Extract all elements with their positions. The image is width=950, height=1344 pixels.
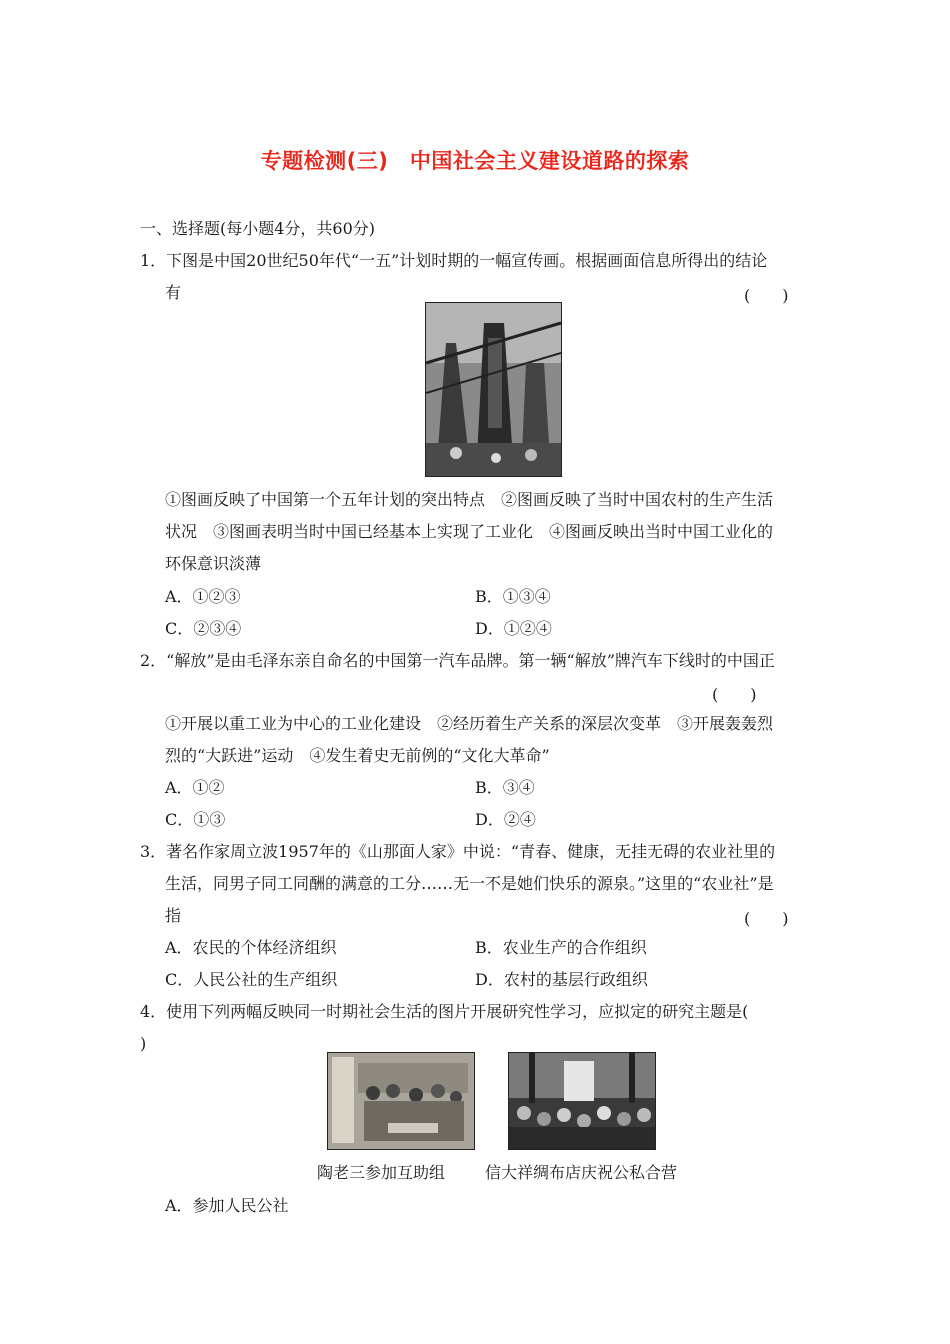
q2-option-b[interactable]: B．③④ bbox=[475, 778, 535, 797]
q3-option-a[interactable]: A．农民的个体经济组织 bbox=[165, 938, 337, 957]
q1-option-d[interactable]: D．①②④ bbox=[475, 619, 552, 638]
q1-items-line3: 环保意识淡薄 bbox=[165, 554, 262, 573]
q1-items-line1: ①图画反映了中国第一个五年计划的突出特点 ②图画反映了当时中国农村的生产生活 bbox=[165, 490, 774, 509]
q1-items-line2: 状况 ③图画表明当时中国已经基本上实现了工业化 ④图画反映出当时中国工业化的 bbox=[165, 522, 774, 541]
q4-stem-line2: ) bbox=[140, 1034, 147, 1053]
q2-option-a[interactable]: A．①② bbox=[165, 778, 225, 797]
q1-option-b[interactable]: B．①③④ bbox=[475, 587, 551, 606]
q1-option-c[interactable]: C．②③④ bbox=[165, 619, 242, 638]
q3-stem-line2: 生活，同男子同工同酬的满意的工分……无一不是她们快乐的源泉。”这里的“农业社”是 bbox=[165, 874, 774, 893]
q2-option-c[interactable]: C．①③ bbox=[165, 810, 226, 829]
q1-answer-paren: ( ) bbox=[744, 286, 789, 305]
q2-stem-line1: 2．“解放”是由毛泽东亲自命名的中国第一汽车品牌。第一辆“解放”牌汽车下线时的中国正 bbox=[140, 651, 775, 670]
page-title: 专题检测(三) 中国社会主义建设道路的探索 bbox=[260, 149, 690, 173]
q3-option-c[interactable]: C．人民公社的生产组织 bbox=[165, 970, 338, 989]
mutual-aid-group-image bbox=[327, 1052, 475, 1150]
q3-option-b[interactable]: B．农业生产的合作组织 bbox=[475, 938, 647, 957]
q4-option-a[interactable]: A．参加人民公社 bbox=[165, 1196, 289, 1215]
q3-option-d[interactable]: D．农村的基层行政组织 bbox=[475, 970, 648, 989]
q2-option-d[interactable]: D．②④ bbox=[475, 810, 536, 829]
q4-stem-line1: 4．使用下列两幅反映同一时期社会生活的图片开展研究性学习，应拟定的研究主题是( bbox=[140, 1002, 749, 1021]
q3-stem-line1: 3．著名作家周立波1957年的《山那面人家》中说：“青春、健康，无挂无碍的农业社里的 bbox=[140, 842, 776, 861]
steel-plant-poster-image bbox=[425, 302, 562, 477]
silk-store-celebration-image bbox=[508, 1052, 656, 1150]
q2-items-line2: 烈的“大跃进”运动 ④发生着史无前例的“文化大革命” bbox=[165, 746, 550, 765]
q3-stem-line3: 指 bbox=[165, 906, 182, 925]
q3-answer-paren: ( ) bbox=[744, 909, 789, 928]
q1-option-a[interactable]: A．①②③ bbox=[165, 587, 241, 606]
q1-stem-line2: 有 bbox=[165, 283, 182, 302]
q1-stem-line1: 1．下图是中国20世纪50年代“一五”计划时期的一幅宣传画。根据画面信息所得出的结论 bbox=[140, 251, 768, 270]
section-heading: 一、选择题(每小题4分，共60分) bbox=[140, 219, 376, 238]
q2-answer-paren: ( ) bbox=[712, 685, 757, 704]
caption-mutual-aid-group: 陶老三参加互助组 bbox=[317, 1163, 446, 1182]
q2-items-line1: ①开展以重工业为中心的工业化建设 ②经历着生产关系的深层次变革 ③开展轰轰烈 bbox=[165, 714, 774, 733]
caption-silk-store-celebration: 信大祥绸布店庆祝公私合营 bbox=[485, 1163, 678, 1182]
